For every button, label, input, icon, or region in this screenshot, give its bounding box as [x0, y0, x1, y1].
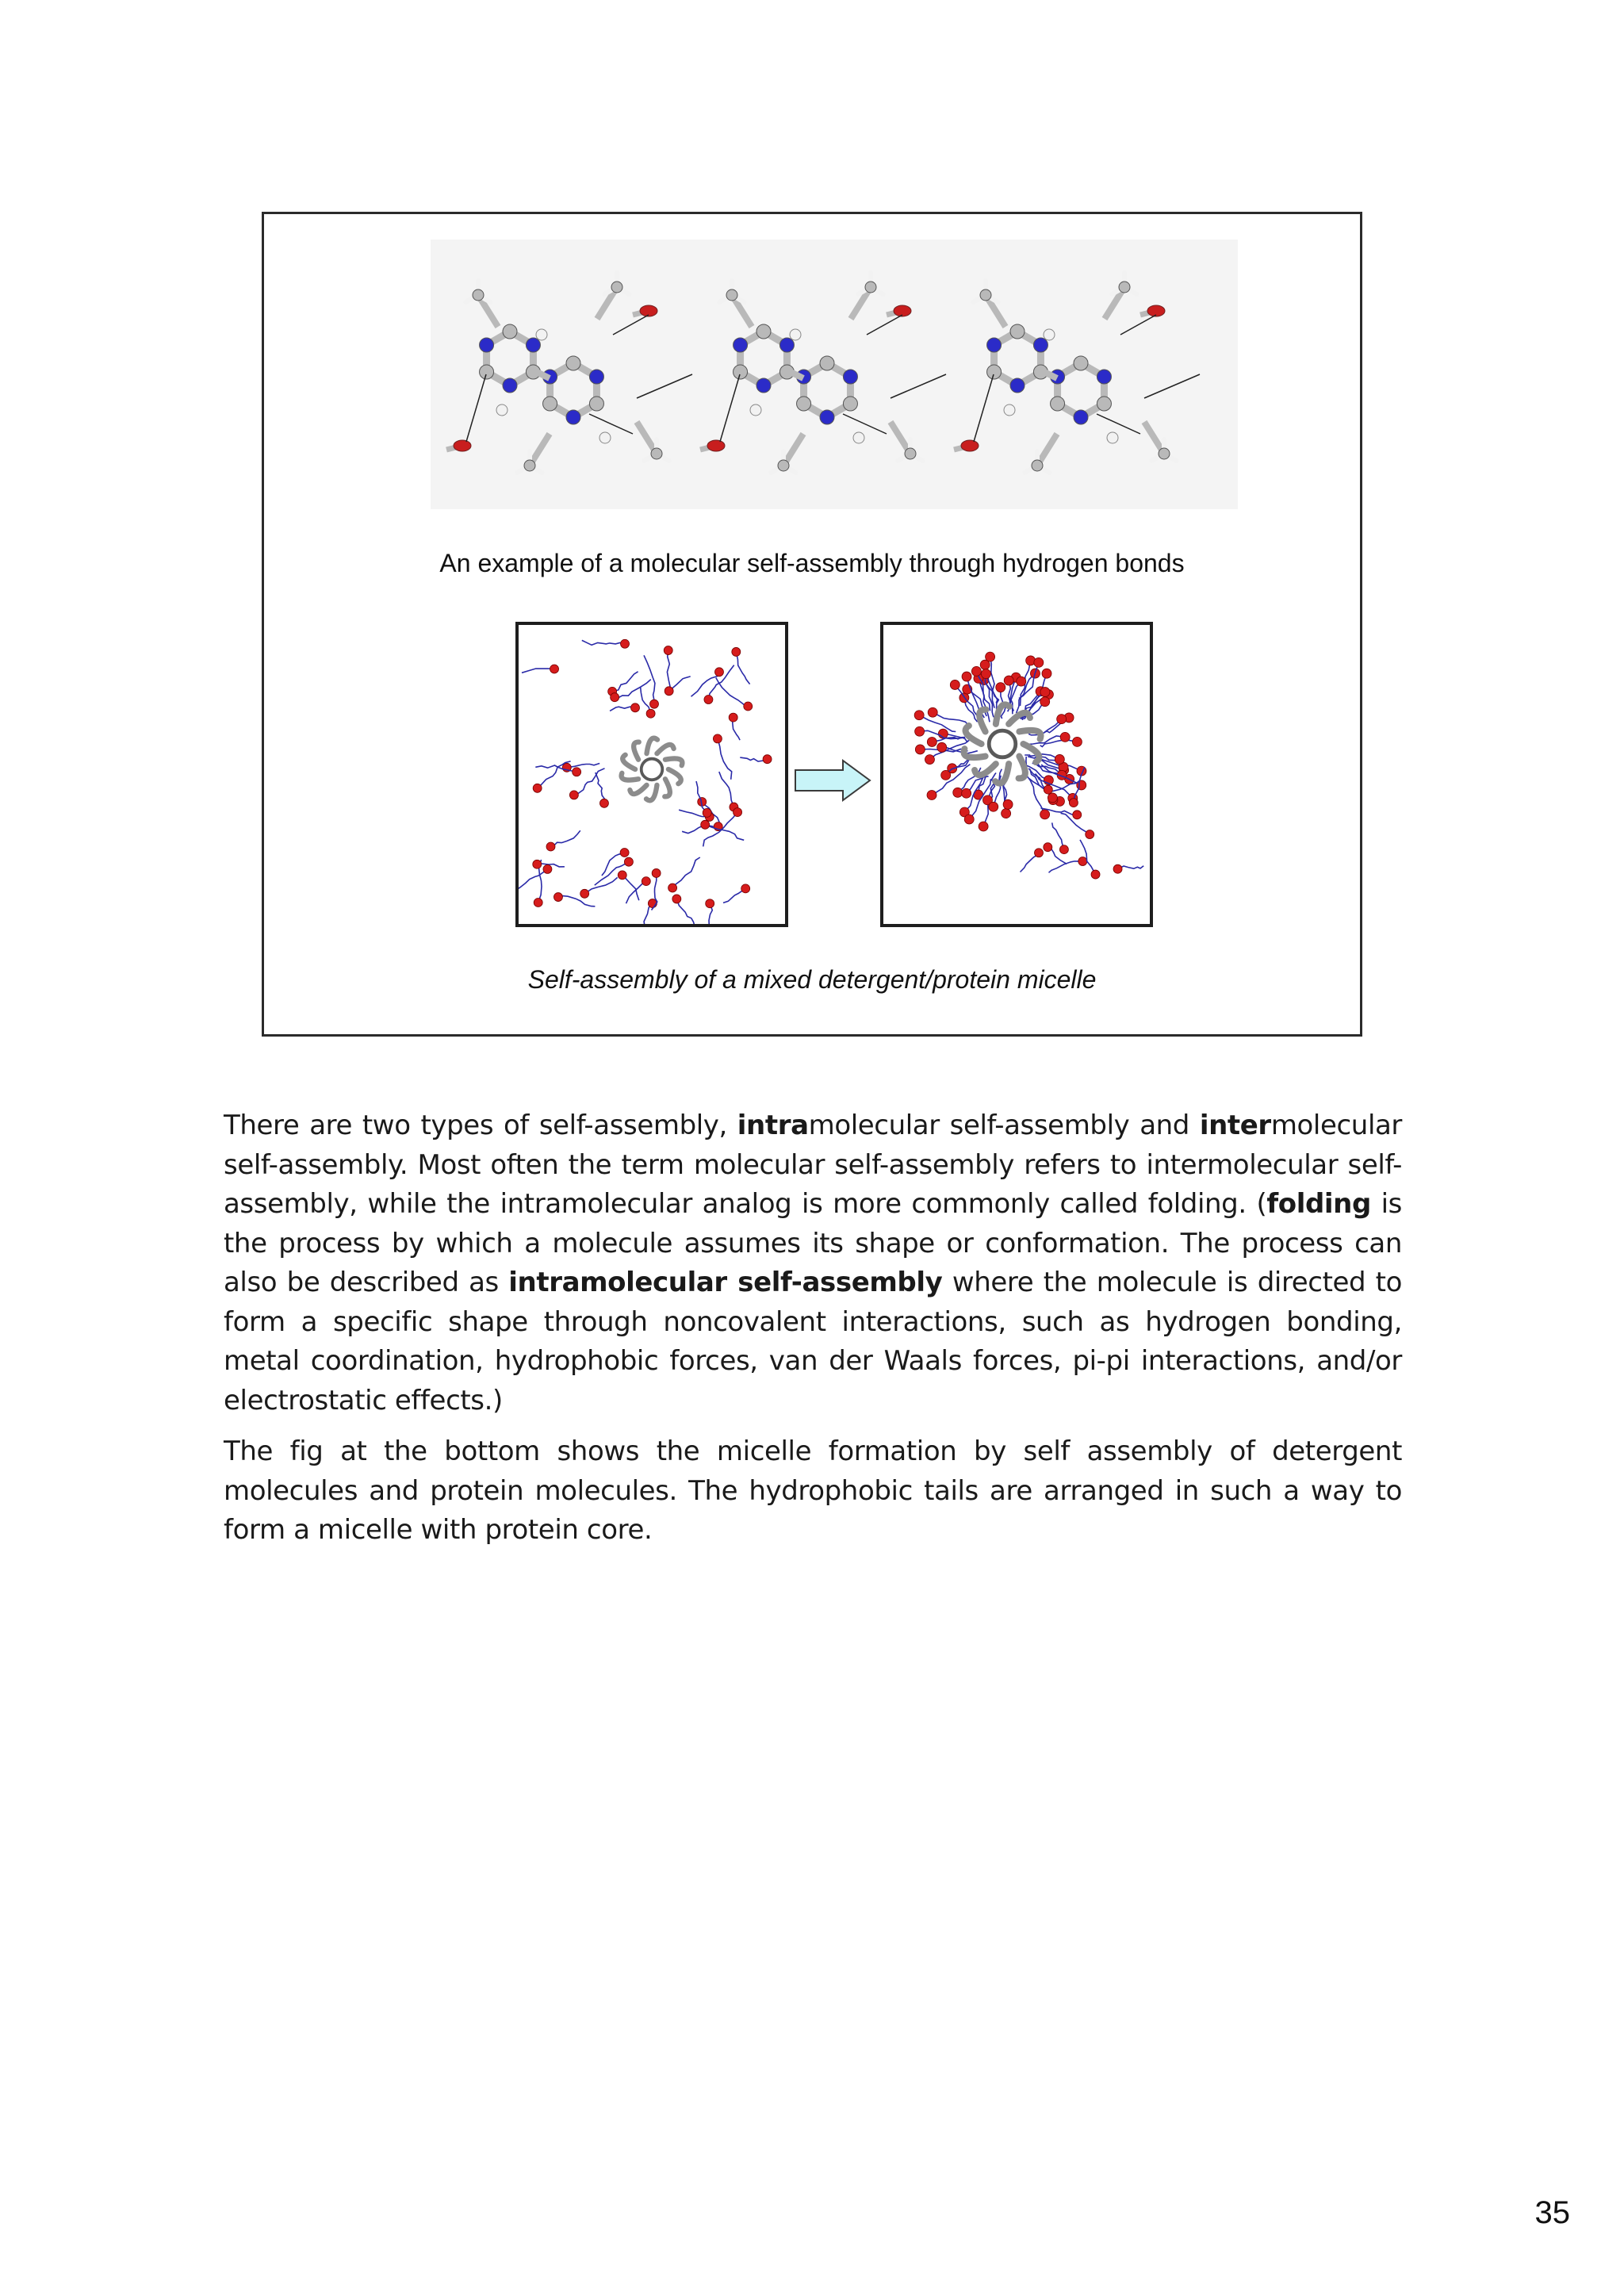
- paragraph-text: The fig at the bottom shows the micelle formation by self assembly of detergent molecules and protein molecules. The hydrophobic tails are arranged in such a way to form a micelle with protein core.: [224, 1435, 1402, 1546]
- bold-term: inter: [1199, 1110, 1271, 1141]
- paragraph-text: molecular self-assembly and: [808, 1110, 1200, 1141]
- micelle-panel: [880, 622, 1153, 927]
- micelle-image: [883, 625, 1150, 924]
- dispersed-detergent-image: [519, 625, 785, 924]
- bold-term: intramolecular self-assembly: [508, 1267, 943, 1298]
- paragraph-text: molecular self-assembly. Most often the term molecular self-assembly refers to intermolecular self-assembly, while the intramolecular analog is more commonly called folding. (: [224, 1110, 1403, 1220]
- right-arrow-icon: [794, 759, 873, 803]
- paragraph-text: where the molecule is directed to form a specific shape through noncovalent interactions, such as hydrogen bonding, metal coordination, hydrophobic forces, van der Waals forces, pi-pi interactions, and/or electrostatic effects.): [224, 1267, 1403, 1416]
- paragraph-text: is the process by which a molecule assumes its shape or conformation. The process can also be described as: [224, 1188, 1402, 1298]
- page-number: 35: [1534, 2195, 1570, 2230]
- figure-caption-top: An example of a molecular self-assembly through hydrogen bonds: [439, 549, 1185, 577]
- bold-term: folding: [1266, 1188, 1371, 1220]
- figure-box: [262, 212, 1362, 1037]
- paragraph-text: There are two types of self-assembly,: [224, 1110, 737, 1141]
- bold-term: intra: [737, 1110, 809, 1141]
- paragraph-self-assembly-types: [224, 1106, 1402, 1420]
- figure-caption-bottom: Self-assembly of a mixed detergent/protein micelle: [527, 965, 1097, 994]
- hydrogen-bond-assembly-image: [431, 240, 1238, 509]
- paragraph-micelle-formation: [224, 1432, 1402, 1550]
- detergent-protein-separate-panel: [515, 622, 788, 927]
